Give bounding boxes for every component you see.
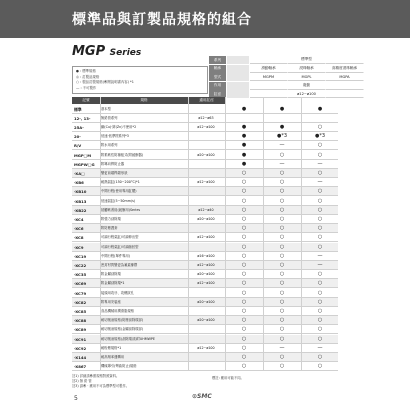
row-mark-mgpl: ○: [279, 225, 285, 232]
table-row: [72, 160, 338, 169]
row-description: 附專用安裝座: [101, 299, 121, 304]
legend-item: ○ : 製品訂製規格(參閱說明書內容) *1: [76, 80, 134, 85]
table-row: [72, 261, 338, 270]
row-mark-mgpa: ○: [317, 289, 323, 296]
logo-text: SMC: [197, 393, 212, 400]
row-description: 耐切削油規格(刮除環部)附UHMWPE: [101, 336, 155, 341]
row-mark-mgpl: ○: [279, 151, 285, 158]
table-row: [72, 233, 338, 242]
row-mark-mgpl: ○: [279, 234, 285, 241]
row-mark-mgpa: —: [317, 179, 323, 186]
row-mark-mgpm: ○: [241, 344, 247, 351]
row-description: 附金屬刮除環: [101, 272, 121, 277]
header-value: [326, 56, 364, 64]
row-mark-mgpm: ○: [241, 206, 247, 213]
row-code: -XC6: [74, 226, 84, 232]
row-bore-range: [188, 335, 224, 344]
row-description: 食品機械用潤滑脂規格: [101, 308, 134, 313]
row-code: -XC9: [74, 244, 84, 250]
row-bore-range: ø12~ø40: [198, 207, 214, 212]
row-mark-mgpl: ○: [279, 188, 285, 195]
row-mark-mgpl: ○: [279, 197, 285, 204]
header-value: MGPL: [288, 73, 326, 81]
row-code: R/V: [74, 143, 82, 149]
series-name: MGP: [72, 44, 106, 59]
row-code: -XC19: [74, 253, 87, 259]
row-code: -XC69: [74, 281, 87, 287]
row-mark-mgpa: ○: [317, 142, 323, 149]
row-bore-range: [188, 169, 224, 178]
table-row: [72, 197, 338, 206]
row-mark-mgpl: ○: [279, 298, 285, 305]
row-description: 接頭用攻牙、攻螺紋孔: [101, 290, 134, 295]
row-bore-range: ø16~ø100: [197, 253, 215, 258]
row-mark-mgpl: ○: [279, 363, 285, 370]
legend-box: [72, 66, 208, 94]
row-mark-mgpl: ●*3: [276, 133, 288, 140]
row-mark-mgpl: ○: [279, 289, 285, 296]
row-mark-mgpm: ○: [241, 317, 247, 324]
row-description: 耐切削油規格(金屬刮除環部): [101, 327, 144, 332]
header-value: [250, 90, 288, 98]
row-mark-mgpm: ●: [241, 142, 247, 149]
page-title: 標準品與訂製品規格的組合: [72, 12, 252, 28]
row-mark-mgpa: —: [317, 252, 323, 259]
row-bore-range: ø12~ø100: [197, 281, 215, 286]
row-mark-mgpa: —: [317, 344, 323, 351]
row-bore-range: [188, 353, 224, 362]
row-description: 銅(Cu)·鋅(Zn)不使用*2: [101, 124, 137, 129]
legend-item: ◎ : 訂製品規格: [76, 74, 100, 79]
row-mark-mgpm: ○: [241, 307, 247, 314]
footnote: 註1) 詳細請參照規格對照資料。: [72, 374, 120, 378]
row-mark-mgpl: ○: [279, 206, 285, 213]
row-mark-mgpm: ○: [241, 280, 247, 287]
row-code: -XB13: [74, 198, 87, 204]
row-code: -XC22: [74, 262, 87, 268]
column-divider: [188, 97, 189, 371]
row-bore-range: ø12~ø100: [197, 262, 215, 267]
row-mark-mgpa: ○: [317, 335, 323, 342]
table-row: [72, 151, 338, 160]
row-description: 附防塵護套: [101, 226, 118, 231]
row-mark-mgpa: ○: [317, 123, 323, 130]
row-mark-mgpm: ●: [241, 160, 247, 167]
series-suffix: Series: [109, 48, 142, 58]
col-header-desc: 規格: [100, 97, 188, 104]
row-code: -XC35: [74, 272, 87, 278]
row-mark-mgpm: ○: [241, 252, 247, 259]
row-code: 標準: [74, 106, 82, 112]
table-row: [72, 114, 338, 123]
table-row: [72, 132, 338, 141]
column-divider: [100, 97, 101, 371]
row-mark-mgpa: ○: [317, 326, 323, 333]
row-code: -XC92: [74, 345, 87, 351]
header-label: 軸承: [209, 65, 227, 73]
row-mark-mgpl: ○: [279, 261, 285, 268]
row-description: 附柔軟性防撞板式(附緩衝器): [101, 152, 144, 157]
row-description: 可調行程氣缸/可調伸出型: [101, 235, 139, 240]
row-mark-mgpm: ●: [241, 105, 247, 112]
row-mark-mgpl: ○: [279, 243, 285, 250]
row-mark-mgpa: —: [317, 160, 323, 167]
row-mark-mgpa: ○: [317, 363, 323, 370]
col-header-code: 記號: [72, 97, 100, 104]
row-description: 低速氣缸(5~50mm/s): [101, 198, 136, 203]
row-code: 20-: [74, 134, 81, 140]
row-mark-mgpm: ○: [241, 197, 247, 204]
row-bore-range: [188, 141, 224, 150]
row-mark-mgpm: ○: [241, 179, 247, 186]
row-description: 可調行程氣缸/可調縮回型: [101, 244, 139, 249]
legend-item: ● : 標準規格: [76, 69, 96, 73]
row-description: 耐粉塵規格*1: [101, 345, 122, 350]
row-bore-range: [188, 289, 224, 298]
row-description: 密封材質變更為氟素橡膠: [101, 262, 138, 267]
row-code: -X867: [74, 364, 87, 370]
header-label: 缸徑: [209, 90, 227, 98]
table-row: [72, 270, 338, 279]
row-code: 25A-: [74, 124, 84, 130]
header-value: MGPM: [250, 73, 288, 81]
header-value: [250, 82, 288, 90]
row-mark-mgpa: ○: [317, 280, 323, 287]
row-mark-mgpa: ○: [317, 307, 323, 314]
row-mark-mgpm: ●: [241, 133, 247, 140]
row-mark-mgpa: ○: [317, 317, 323, 324]
table-row: [72, 123, 338, 132]
row-code: MGP□M: [74, 152, 92, 158]
row-code: -XC4: [74, 216, 84, 222]
header-standard-cell: [227, 82, 250, 90]
row-code: -XB22: [74, 207, 87, 213]
row-mark-mgpm: ●: [241, 123, 247, 130]
row-description: 耐高頻率運轉用: [101, 354, 125, 359]
table-row: [72, 353, 338, 362]
column-divider: [301, 97, 302, 371]
table-row: [72, 325, 338, 334]
header-standard-cell: [227, 65, 250, 73]
row-mark-mgpm: ○: [241, 271, 247, 278]
header-value: 滑動軸承: [250, 65, 288, 73]
row-bore-range: [188, 224, 224, 233]
row-code: -XC8: [74, 235, 84, 241]
page-number: 5: [74, 395, 78, 402]
row-bore-range: [188, 132, 224, 141]
row-mark-mgpm: ○: [241, 215, 247, 222]
header-standard-cell: [227, 73, 250, 81]
table-row: [72, 141, 338, 150]
header-label: 型式: [209, 73, 227, 81]
table-row: [72, 279, 338, 288]
row-mark-mgpl: ○: [279, 271, 285, 278]
header-value: 滾珠軸承: [288, 65, 326, 73]
row-description: 中間行程(使用專用缸體): [101, 189, 137, 194]
row-mark-mgpa: ○: [317, 234, 323, 241]
row-bore-range: ø12~ø100: [197, 180, 215, 185]
row-bore-range: [188, 187, 224, 196]
header-value: 複動: [288, 82, 326, 90]
row-bore-range: ø12~ø100: [197, 235, 215, 240]
smc-logo: ⊙SMC: [192, 393, 212, 400]
row-mark-mgpl: ○: [279, 179, 285, 186]
table-row: [72, 335, 338, 344]
row-mark-mgpl: —: [279, 160, 285, 167]
row-description: 機械導引(彎曲防止)規格: [101, 364, 137, 369]
row-mark-mgpl: ○: [279, 215, 285, 222]
header-value: ø12~ø100: [288, 90, 326, 98]
table-row: [72, 178, 338, 187]
header-standard-cell: [227, 56, 250, 64]
legend-item: — : 不可製作: [76, 85, 97, 90]
row-description: 無鉛管系列: [101, 115, 118, 120]
row-description: 附強力刮除環: [101, 216, 121, 221]
table-row: [72, 243, 338, 252]
row-mark-mgpm: ○: [241, 353, 247, 360]
row-bore-range: ø20~ø100: [197, 272, 215, 277]
row-mark-mgpl: ○: [279, 280, 285, 287]
table-row: [72, 252, 338, 261]
row-mark-mgpa: ○: [317, 225, 323, 232]
row-bore-range: [188, 362, 224, 371]
header-value: 標準型: [288, 56, 326, 64]
header-value: 高精度滾珠軸承: [326, 65, 364, 73]
header-label: 系列: [209, 56, 227, 64]
row-mark-mgpm: ○: [241, 298, 247, 305]
table-row: [72, 298, 338, 307]
row-description: 中間行程(單件專用): [101, 253, 130, 258]
row-description: 變更前端桿端形狀: [101, 170, 128, 175]
row-mark-mgpa: —: [317, 261, 323, 268]
row-description: 耐熱氣缸(150~200°C)*1: [101, 180, 140, 185]
table-row: [72, 215, 338, 224]
row-mark-mgpl: ○: [279, 307, 285, 314]
row-description: 基本型: [101, 106, 111, 111]
row-mark-mgpa: ○: [317, 271, 323, 278]
table-row: [72, 289, 338, 298]
row-mark-mgpa: ○: [317, 215, 323, 222]
row-code: 12-, 13-: [74, 115, 91, 121]
header-value: [326, 90, 364, 98]
row-code: -XC91: [74, 336, 87, 342]
row-mark-mgpm: ○: [241, 234, 247, 241]
table-row: [72, 316, 338, 325]
row-code: -XC82: [74, 299, 87, 305]
row-mark-mgpl: ○: [279, 169, 285, 176]
row-mark-mgpm: ○: [241, 225, 247, 232]
series-title: [72, 44, 141, 59]
row-description: 附金屬刮除環*1: [101, 281, 125, 286]
row-code: -XC88: [74, 318, 87, 324]
row-mark-mgpa: ○: [317, 169, 323, 176]
row-mark-mgpa: ○: [317, 151, 323, 158]
col-header-range: 適用缸徑: [188, 97, 225, 104]
footnotes: [72, 374, 129, 389]
header-value: MGPA: [326, 73, 364, 81]
row-description: 附水用系列: [101, 143, 118, 148]
row-mark-mgpm: ○: [241, 335, 247, 342]
footnote: 註3) 請參 · 應用不可為標準型可製作。: [72, 384, 130, 388]
table-row: [72, 169, 338, 178]
column-divider: [225, 97, 226, 371]
row-mark-mgpa: ●*3: [314, 133, 326, 140]
row-mark-mgpm: ○: [241, 326, 247, 333]
row-description: 耐切削油規格(防塵刮除環部): [101, 318, 144, 323]
column-divider: [263, 97, 264, 371]
row-bore-range: ø12~ø100: [197, 345, 215, 350]
row-mark-mgpm: ○: [241, 188, 247, 195]
row-mark-mgpa: [301, 114, 339, 123]
row-description: 低速·低摩擦系列*3: [101, 134, 129, 139]
table-row: [72, 362, 338, 371]
table-row: [72, 307, 338, 316]
header-label: 作用: [209, 82, 227, 90]
row-code: -XC89: [74, 327, 87, 333]
row-code: -XA□: [74, 170, 85, 176]
row-mark-mgpl: ○: [279, 252, 285, 259]
row-mark-mgpm: ○: [241, 243, 247, 250]
row-mark-mgpm: ○: [241, 363, 247, 370]
row-mark-mgpl: ○: [279, 317, 285, 324]
row-bore-range: [188, 325, 224, 334]
row-mark-mgpa: ○: [317, 188, 323, 195]
row-description: 抵觸軟著陸(緩衝用)Series: [101, 207, 141, 212]
row-mark-mgpa: ○: [317, 197, 323, 204]
row-bore-range: ø20~ø100: [197, 152, 215, 157]
row-mark-mgpa: ●: [317, 105, 323, 112]
header-standard-cell: [227, 90, 250, 98]
row-mark-mgpm: [225, 114, 263, 123]
row-bore-range: ø20~ø100: [197, 318, 215, 323]
table-row: [72, 105, 338, 114]
row-mark-mgpm: ○: [241, 169, 247, 176]
row-bore-range: [188, 197, 224, 206]
row-code: -XC85: [74, 308, 87, 314]
row-mark-mgpl: ●: [279, 105, 285, 112]
table-row: [72, 187, 338, 196]
table-row: [72, 344, 338, 353]
row-bore-range: ø20~ø100: [197, 299, 215, 304]
title-banner: [0, 0, 410, 38]
row-mark-mgpl: ○: [279, 353, 285, 360]
table-row: [72, 206, 338, 215]
row-mark-mgpm: ○: [241, 289, 247, 296]
header-value: [326, 82, 364, 90]
row-code: -X144: [74, 354, 87, 360]
row-description: 附導向桿防止器: [101, 161, 125, 166]
row-code: MGPW□G: [74, 161, 95, 167]
row-mark-mgpa: ○: [317, 353, 323, 360]
row-mark-mgpa: ○: [317, 298, 323, 305]
row-mark-mgpl: ○: [279, 335, 285, 342]
row-bore-range: [188, 243, 224, 252]
row-bore-range: [188, 160, 224, 169]
row-mark-mgpl: —: [279, 142, 285, 149]
header-value: [250, 56, 288, 64]
row-code: -XB6: [74, 180, 84, 186]
table-note: 標註: 應用可能不同。: [212, 376, 244, 380]
row-mark-mgpa: ○: [317, 206, 323, 213]
row-bore-range: ø20~ø100: [197, 216, 215, 221]
row-mark-mgpa: ○: [317, 243, 323, 250]
row-code: -XB10: [74, 189, 87, 195]
table-row: [72, 224, 338, 233]
row-mark-mgpl: ●: [279, 123, 285, 130]
row-mark-mgpl: ○: [279, 326, 285, 333]
row-code: -XC79: [74, 290, 87, 296]
row-bore-range: ø12~ø100: [197, 124, 215, 129]
row-bore-range: ø12~ø63: [198, 115, 214, 120]
row-mark-mgpm: ●: [241, 151, 247, 158]
row-mark-mgpl: —: [279, 344, 285, 351]
row-mark-mgpl: [263, 114, 301, 123]
row-bore-range: [188, 105, 224, 114]
row-bore-range: [188, 307, 224, 316]
row-mark-mgpm: ○: [241, 261, 247, 268]
footnote: 註2) 無 鉛 管: [72, 379, 92, 383]
